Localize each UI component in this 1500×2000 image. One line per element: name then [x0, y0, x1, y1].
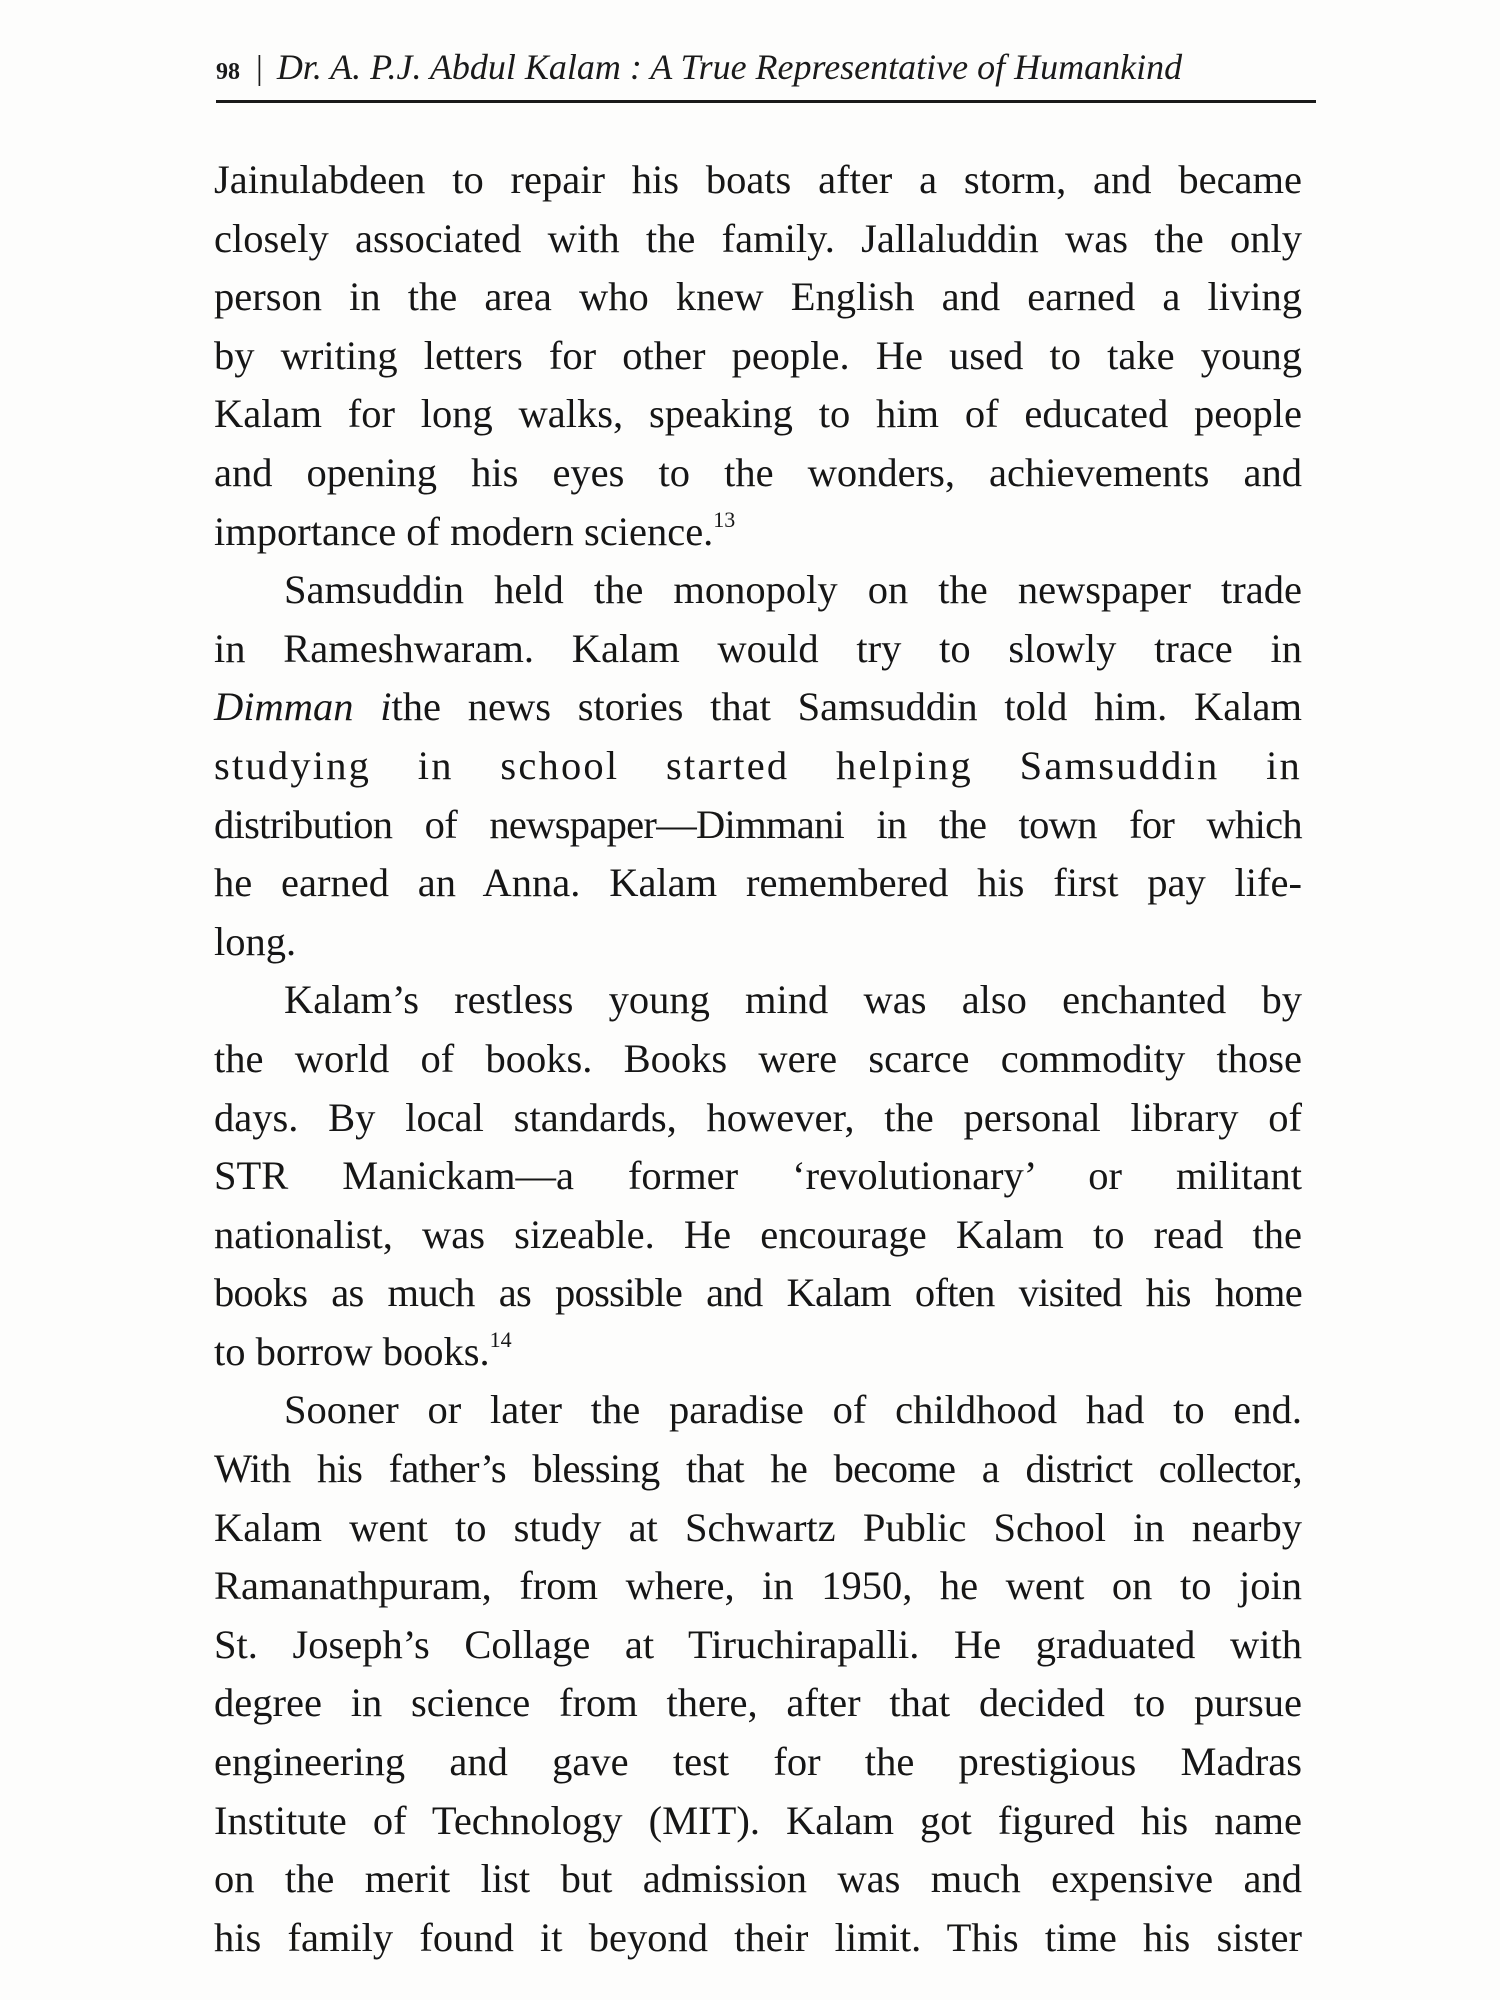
page-number: 98 [216, 59, 240, 85]
text-line: and opening his eyes to the wonders, achievements and [214, 449, 1302, 495]
text-line: days. By local standards, however, the personal library of [214, 1094, 1302, 1140]
text-line: St. Joseph’s Collage at Tiruchirapalli. He graduated with [214, 1621, 1302, 1667]
text-line: Jainulabdeen to repair his boats after a storm, and became [214, 157, 1302, 202]
text-line: Sooner or later the paradise of childhood had to end. [284, 1387, 1302, 1433]
footnote-marker: 13 [713, 506, 736, 532]
line-text: the news stories that Samsuddin told him. Kalam [391, 684, 1302, 730]
line-text: importance of modern science. [214, 508, 714, 554]
footnote-marker: 14 [489, 1326, 512, 1352]
text-line: Samsuddin held the monopoly on the newspaper trade [284, 567, 1302, 613]
paragraph-3 [214, 971, 1302, 1381]
running-title: Dr. A. P.J. Abdul Kalam : A True Representative of Humankind [276, 47, 1183, 87]
text-line: on the merit list but admission was much expensive and [214, 1856, 1302, 1902]
text-line: distribution of newspaper—Dimmani in the town for which [214, 801, 1302, 847]
text-line: his family found it beyond their limit. This time his sister [214, 1914, 1302, 1960]
text-line: books as much as possible and Kalam often visited his home [214, 1270, 1302, 1316]
text-line: in Rameshwaram. Kalam would try to slowly trace in [214, 625, 1302, 671]
running-header [216, 46, 1316, 92]
text-line: person in the area who knew English and earned a living [214, 274, 1302, 320]
text-line [214, 503, 1302, 562]
text-line: by writing letters for other people. He used to take young [214, 332, 1302, 378]
text-line: studying in school started helping Samsuddin in [214, 742, 1302, 788]
text-line: With his father’s blessing that he become a district collector, [214, 1446, 1302, 1492]
paragraph-1 [214, 151, 1302, 561]
text-line: nationalist, was sizeable. He encourage Kalam to read the [214, 1211, 1302, 1257]
text-line: Kalam for long walks, speaking to him of educated people [214, 391, 1302, 437]
text-line: Kalam went to study at Schwartz Public School in nearby [214, 1504, 1302, 1550]
text-line: long. [214, 918, 297, 964]
text-line [214, 678, 1302, 737]
line-text: to borrow books. [214, 1328, 490, 1374]
text-line: the world of books. Books were scarce commodity those [214, 1035, 1302, 1081]
text-line: he earned an Anna. Kalam remembered his first pay life- [214, 860, 1302, 906]
text-line: Ramanathpuram, from where, in 1950, he went on to join [214, 1563, 1302, 1609]
text-line: Kalam’s restless young mind was also enchanted by [284, 977, 1302, 1023]
text-line: STR Manickam—a former ‘revolutionary’ or militant [214, 1153, 1302, 1199]
header-separator: | [256, 50, 263, 87]
text-line: Institute of Technology (MIT). Kalam got figured his name [214, 1797, 1302, 1843]
text-line: degree in science from there, after that decided to pursue [214, 1680, 1302, 1726]
text-line [214, 1323, 1302, 1382]
paragraph-2 [214, 561, 1302, 971]
header-rule [216, 100, 1316, 103]
italic-word: Dimman i [214, 684, 392, 730]
text-line: closely associated with the family. Jallaluddin was the only [214, 215, 1302, 261]
body-text [214, 151, 1302, 1967]
text-line: engineering and gave test for the prestigious Madras [214, 1739, 1302, 1785]
paragraph-4 [214, 1381, 1302, 1967]
